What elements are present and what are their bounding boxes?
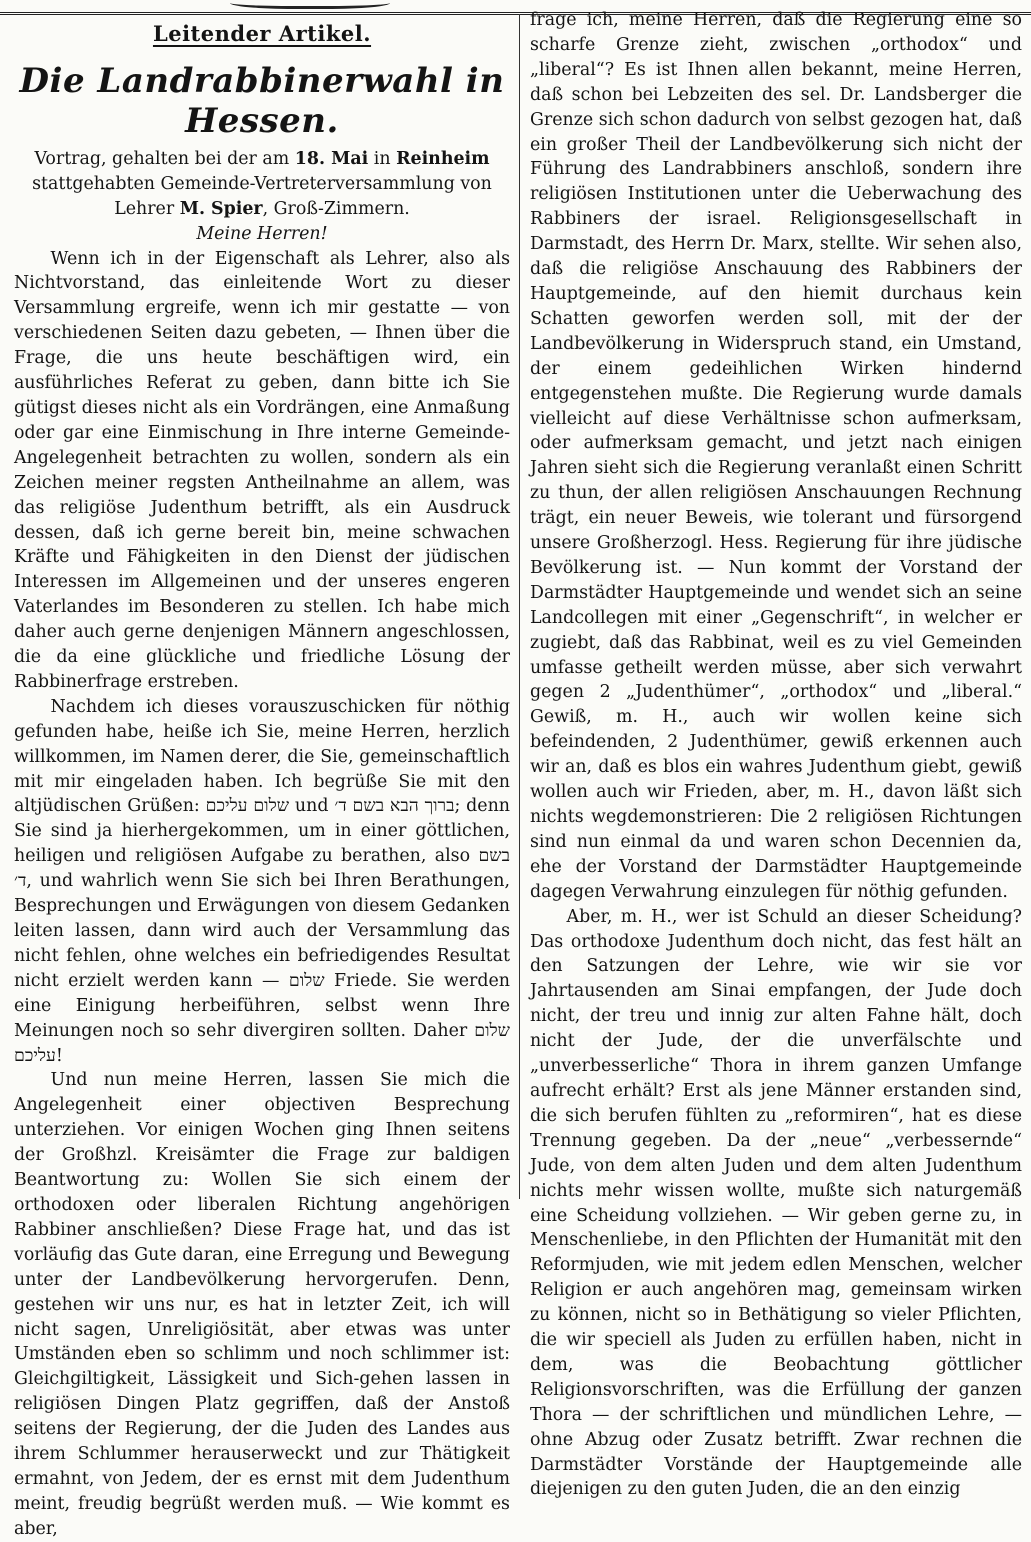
paragraph: Wenn ich in der Eigenschaft als Lehrer, also als Nichtvorstand, das einleitende Wort zu dieser Versammlung ergreife, wenn ich mir gestatte — von verschiedenen Seiten dazu gebeten, — Ihnen über die Frage, die uns heute beschäftigen wird, ein ausführliches Referat zu geben, dann bitte ich Sie gütigst dieses nicht als ein Vordrängen, eine Anmaßung oder gar eine Einmischung in Ihre interne Gemeinde-Angelegenheit betrachten zu wollen, sondern als ein Zeichen meiner regsten Antheilnahme an allem, was das religiöse Judenthum betrifft, als ein Ausdruck dessen, daß ich gerne bereit bin, meine schwachen Kräfte und Fähigkeiten in den Dienst der jüdischen Interessen im Allgemeinen und der unseres engeren Vaterlandes im Besonderen zu stellen. Ich habe mich daher auch gerne denjenigen Männern angeschlossen, die da eine glückliche und friedliche Lösung der Rabbinerfrage erstreben.	[14, 248, 510, 692]
right-column	[530, 8, 1022, 1500]
subtitle-author: M. Spier	[179, 198, 263, 219]
subtitle-part2: in	[368, 148, 397, 169]
paragraph: frage ich, meine Herren, daß die Regierung eine so scharfe Grenze zieht, zwischen „orthodox“ und „liberal“? Es ist Ihnen allen bekannt, meine Herren, daß schon bei Lebzeiten des sel. Dr. Landsberger die Grenze sich schon dadurch von selbst gezogen hat, daß ein großer Theil der Landbevölkerung sich nicht der Führung des Landrabbiners anschloß, sondern ihre religiösen Institutionen unter die Ueberwachung des Rabbiners der israel. Religionsgesellschaft in Darmstadt, des Herrn Dr. Marx, stellte. Wir sehen also, daß die religiöse Anschauung des Rabbiners der Hauptgemeinde, auf den hiemit durchaus kein Schatten geworfen werden soll, mit der der Landbevölkerung in Widerspruch stand, ein Umstand, der einem gedeihlichen Wirken hindernd entgegenstehen mußte. Die Regierung wurde damals vielleicht auf diese Verhältnisse schon aufmerksam, oder aufmerksam gemacht, und jetzt nach einigen Jahren sieht sich die Regierung veranlaßt einen Schritt zu thun, der allen religiösen Anschauungen Rechnung trägt, ein neuer Beweis, wie tolerant und fürsorgend unsere Großherzogl. Hess. Regierung für ihre jüdische Bevölkerung ist. — Nun kommt der Vorstand der Darmstädter Hauptgemeinde und wendet sich an seine Landcollegen mit einer „Gegenschrift“, in welcher er zugiebt, daß das Rabbinat, weil es zu viel Gemeinden umfasse getheilt werden müsse, aber sich verwahrt gegen 2 „Judenthümer“, „orthodox“ und „liberal.“ Gewiß, m. H., auch wir wollen keine sich befeindenden, 2 Judenthümer, gewiß erkennen auch wir an, daß es blos ein wahres Judenthum giebt, gewiß wollen auch wir Frieden, aber, m. H., davon läßt sich nichts wegdemonstrieren: Die 2 religiösen Richtungen sind nun einmal da und waren schon Decennien da, ehe der Vorstand der Darmstädter Hauptgemeinde dagegen Verwahrung einzulegen für nöthig gefunden.	[530, 10, 1022, 902]
paragraph: Nachdem ich dieses vorauszuschicken für nöthig gefunden habe, heiße ich Sie, meine Herren, herzlich willkommen, im Namen derer, die Sie, gemeinschaftlich mit mir eingeladen haben. Ich begrüße Sie mit den altjüdischen Grüßen: שלום עליכם und ברוך הבא בשם ד׳; denn Sie sind ja hierhergekommen, um in einer göttlichen, heiligen und religiösen Aufgabe zu berathen, also בשם ד׳, und wahrlich wenn Sie sich bei Ihren Berathungen, Besprechungen und Erwägungen von diesem Gedanken leiten lassen, dann wird auch der Versammlung das nicht fehlen, ohne welches ein befriedigendes Resultat nicht erzielt werden kann — שלום Friede. Sie werden eine Einigung herbeiführen, selbst wenn Ihre Meinungen noch so sehr divergiren sollten. Daher שלום עליכם!	[14, 696, 511, 1066]
section-label: Leitender Artikel.	[152, 21, 372, 46]
subtitle-date: 18. Mai	[294, 148, 369, 169]
subtitle-place: Reinheim	[396, 148, 490, 169]
salutation: Meine Herren!	[196, 223, 328, 244]
subtitle-part3: stattgehabten Gemeinde-Vertreterversammlung von Lehrer	[32, 173, 492, 219]
paragraph: Aber, m. H., wer ist Schuld an dieser Scheidung? Das orthodoxe Judenthum doch nicht, das fest hält an den Satzungen der Lehre, wie wir sie vor Jahrtausenden am Sinai empfangen, der Jude doch nicht, der treu und innig zur alten Fahne hält, doch nicht der Jude, der die unverfälschte und „unverbesserliche“ Thora in ihrem ganzen Umfange aufrecht erhält? Erst als jene Männer erstanden sind, die sich berufen fühlten zu „reformiren“, hat es diese Trennung gegeben. Da der „neue“ „verbessernde“ Jude, von dem alten Juden und dem alten Judenthum nichts mehr wissen wollte, mußte sich naturgemäß eine Scheidung vollziehen. — Wir geben gerne zu, in Menschenliebe, in den Pflichten der Humanität mit den Reformjuden, wie mit jedem edlen Menschen, welcher Religion er auch angehören mag, gemeinsam wirken zu können, nicht so in Bethätigung so vieler Pflichten, die wir speciell als Juden zu erfüllen haben, nicht in dem, was die Beobachtung göttlicher Religionsvorschriften, was die Erfüllung der ganzen Thora — der schriftlichen und mündlichen Lehre, — ohne Abzug oder Zusatz betrifft. Zwar rechnen die Darmstädter Vorstände der Hauptgemeinde alle diejenigen zu den guten Juden, die an den einzig	[530, 906, 1022, 1500]
article-subtitle	[14, 147, 510, 222]
subtitle-part4: , Groß-Zimmern.	[262, 198, 410, 219]
column-divider	[519, 14, 520, 1199]
paragraph: Und nun meine Herren, lassen Sie mich die Angelegenheit einer objectiven Besprechung unterziehen. Vor einigen Wochen ging Ihnen seitens der Großhzl. Kreisämter die Frage zur baldigen Beantwortung zu: Wollen Sie sich einem der orthodoxen oder liberalen Richtung angehörigen Rabbiner anschließen? Diese Frage hat, und das ist vorläufig das Gute daran, eine Erregung und Bewegung unter der Landbevölkerung hervorgerufen. Denn, gestehen wir uns nur, es hat in letzter Zeit, ich will nicht sagen, Unreligiösität, aber etwas was unter Umständen eben so schlimm und noch schlimmer ist: Gleichgiltigkeit, Lässigkeit und Sich-gehen lassen in religiösen Dingen Platz gegriffen, daß der Anstoß seitens der Regierung, der die Juden des Landes aus ihrem Schlummer herauserweckt und zur Thätigkeit ermahnt, von Jedem, der es ernst mit dem Judenthum meint, freudig begrüßt werden muß. — Wie kommt es aber,	[14, 1070, 510, 1539]
left-column	[14, 18, 511, 1539]
article-headline: Die Landrabbinerwahl in Hessen.	[19, 60, 505, 141]
subtitle-part1: Vortrag, gehalten bei der am	[34, 148, 295, 169]
